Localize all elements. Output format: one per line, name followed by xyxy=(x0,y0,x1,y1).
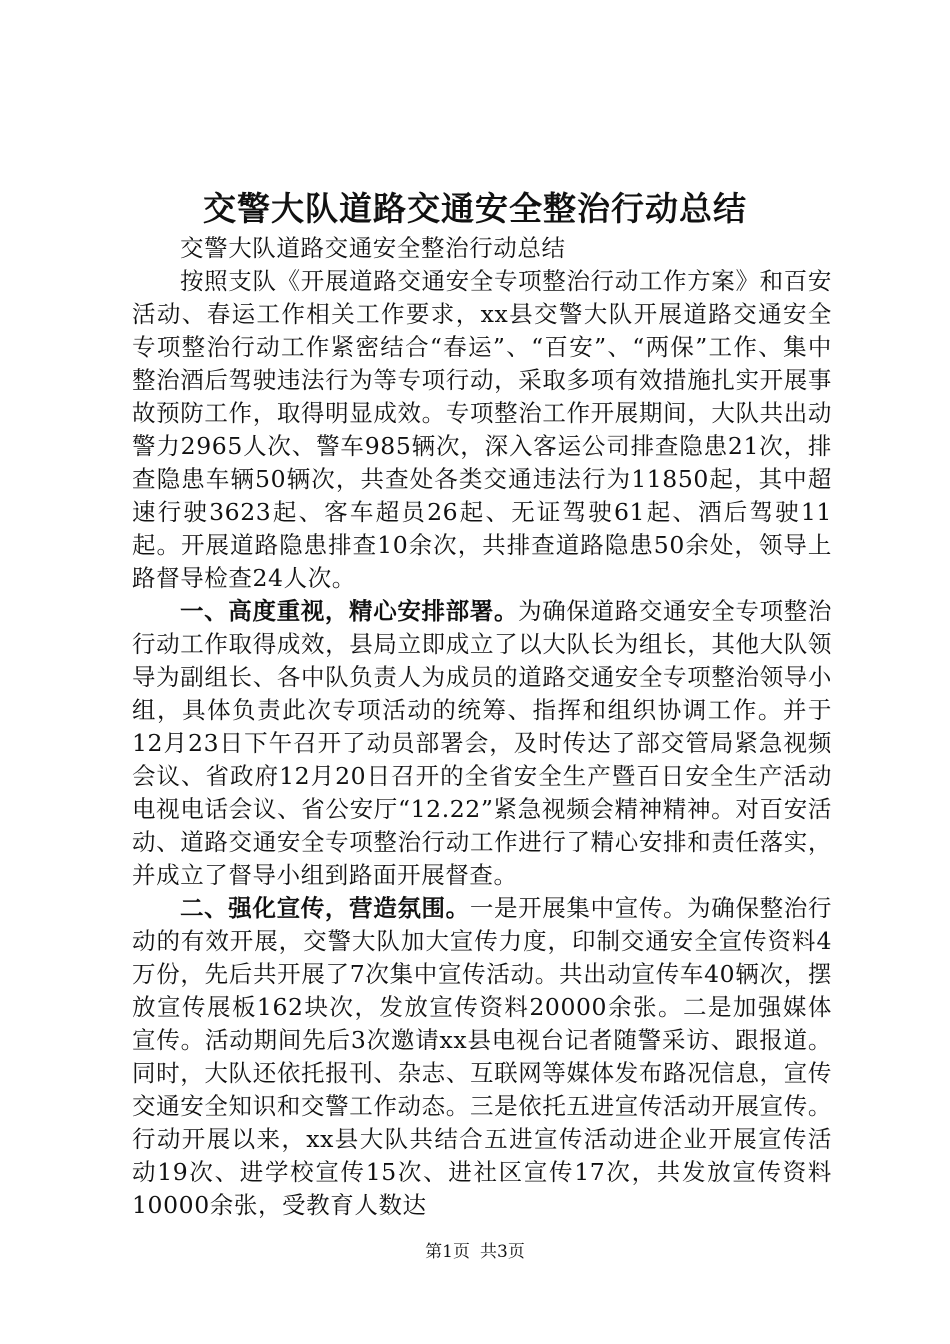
section-one-heading: 一、高度重视，精心安排部署。 xyxy=(180,597,519,625)
document-body xyxy=(132,232,832,1222)
section-one-paragraph xyxy=(132,595,832,892)
paragraph-text: 为确保道路交通安全专项整治行动工作取得成效，县局立即成立了以大队长为组长，其他大队领导为副组长、各中队负责人为成员的道路交通安全专项整治领导小组，具体负责此次专项活动的统筹、指挥和组织协调工作。并于12月23日下午召开了动员部署会，及时传达了部交管局紧急视频会议、省政府12月20日召开的全省安全生产暨百日安全生产活动电视电话会议、省公安厅“12.22”紧急视频会精神精神。对百安活动、道路交通安全专项整治行动工作进行了精心安排和责任落实，并成立了督导小组到路面开展督查。 xyxy=(132,597,832,889)
paragraph-text: 一是开展集中宣传。为确保整治行动的有效开展，交警大队加大宣传力度，印制交通安全宣传资料4万份，先后共开展了7次集中宣传活动。共出动宣传车40辆次，摆放宣传展板162块次，发放宣传资料20000余张。二是加强媒体宣传。活动期间先后3次邀请xx县电视台记者随警采访、跟报道。同时，大队还依托报刊、杂志、互联网等媒体发布路况信息，宣传交通安全知识和交警工作动态。三是依托五进宣传活动开展宣传。行动开展以来，xx县大队共结合五进宣传活动进企业开展宣传活动19次、进学校宣传15次、进社区宣传17次，共发放宣传资料10000余张，受教育人数达 xyxy=(132,894,833,1219)
page-number: 第1页 xyxy=(425,1242,470,1262)
page-footer xyxy=(0,1240,950,1264)
subtitle-paragraph xyxy=(132,232,832,265)
page-title: 交警大队道路交通安全整治行动总结 xyxy=(203,189,747,228)
page-total: 共3页 xyxy=(480,1242,525,1262)
section-two-heading: 二、强化宣传，营造氛围。 xyxy=(180,894,470,922)
section-two-paragraph xyxy=(132,892,832,1222)
paragraph-text: 按照支队《开展道路交通安全专项整治行动工作方案》和百安活动、春运工作相关工作要求，xx县交警大队开展道路交通安全专项整治行动工作紧密结合“春运”、“百安”、“两保”工作、集中整治酒后驾驶违法行为等专项行动，采取多项有效措施扎实开展事故预防工作，取得明显成效。专项整治工作开展期间，大队共出动警力2965人次、警车985辆次，深入客运公司排查隐患21次，排查隐患车辆50辆次，共查处各类交通违法行为11850起，其中超速行驶3623起、客车超员26起、无证驾驶61起、酒后驾驶11起。开展道路隐患排查10余次，共排查道路隐患50余处，领导上路督导检查24人次。 xyxy=(132,267,832,592)
paragraph-text: 交警大队道路交通安全整治行动总结 xyxy=(180,234,566,262)
intro-paragraph xyxy=(132,265,832,595)
